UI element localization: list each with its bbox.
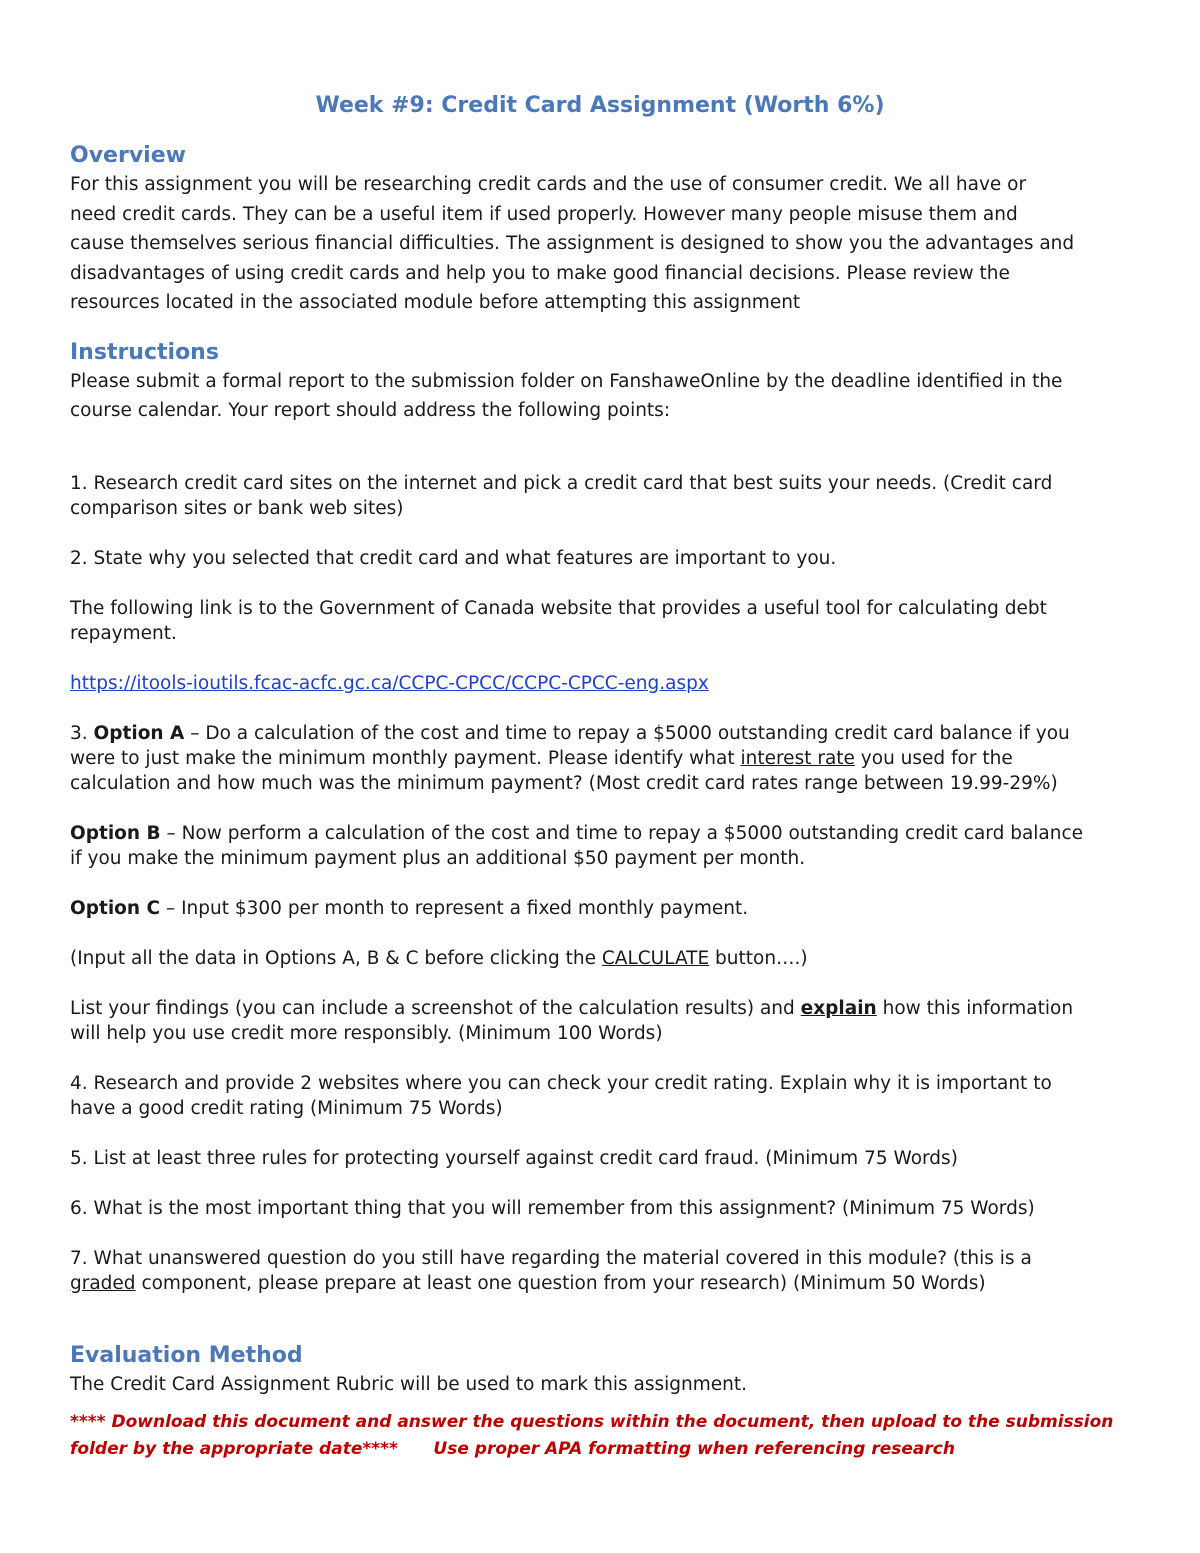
calculate-note-text: button….) bbox=[709, 947, 808, 969]
option-c-text: – Input $300 per month to represent a fixed monthly payment. bbox=[160, 897, 749, 919]
overview-line: For this assignment you will be researching credit cards and the use of consumer credit. We all have or bbox=[70, 174, 1027, 195]
evaluation-text: The Credit Card Assignment Rubric will be used to mark this assignment. bbox=[70, 1373, 747, 1395]
findings bbox=[70, 996, 1130, 1046]
graded-word: graded bbox=[70, 1272, 136, 1294]
findings-text: List your findings (you can include a screenshot of the calculation results) and bbox=[70, 997, 801, 1019]
overview-line: need credit cards. They can be a useful item if used properly. However many people misuse them and bbox=[70, 203, 1018, 225]
download-notice bbox=[70, 1409, 1130, 1463]
link-intro-line: The following link is to the Government of Canada website that provides a useful tool for calculating debt bbox=[70, 597, 1047, 619]
option-a-text: calculation and how much was the minimum payment? (Most credit card rates range between 19.99-29%) bbox=[70, 772, 1058, 794]
instructions-line: Please submit a formal report to the submission folder on FanshaweOnline by the deadline identified in the bbox=[70, 370, 1063, 392]
list-item-1 bbox=[70, 471, 1130, 521]
instructions-heading: Instructions bbox=[70, 339, 219, 365]
list-item-line: have a good credit rating (Minimum 75 Words) bbox=[70, 1097, 503, 1119]
item-3-number: 3. bbox=[70, 722, 94, 744]
findings-text: how this information bbox=[876, 997, 1074, 1019]
list-item-line: 1. Research credit card sites on the internet and pick a credit card that best suits your needs. (Credit card bbox=[70, 472, 1053, 494]
list-item-line: component, please prepare at least one question from your research) (Minimum 50 Words) bbox=[135, 1272, 986, 1294]
notice-line: **** Download this document and answer the questions within the document, then upload to the submission bbox=[70, 1412, 1114, 1432]
findings-text: will help you use credit more responsibly. (Minimum 100 Words) bbox=[70, 1022, 663, 1044]
option-a-label: Option A bbox=[93, 722, 185, 744]
option-b bbox=[70, 821, 1130, 871]
option-b-label: Option B bbox=[70, 822, 161, 844]
overview-line: resources located in the associated module before attempting this assignment bbox=[70, 292, 801, 313]
option-a-text: – Do a calculation of the cost and time to repay a $5000 outstanding credit card balance if you bbox=[184, 722, 1070, 744]
list-item-line: 4. Research and provide 2 websites where you can check your credit rating. Explain why it is important to bbox=[70, 1072, 1052, 1094]
overview-heading: Overview bbox=[70, 143, 186, 168]
option-b-text: if you make the minimum payment plus an additional $50 payment per month. bbox=[70, 847, 806, 869]
option-c bbox=[70, 896, 1130, 921]
option-a-text: were to just make the minimum monthly payment. Please identify what bbox=[70, 747, 741, 769]
list-item-line: comparison sites or bank web sites) bbox=[70, 497, 404, 519]
option-b-text: – Now perform a calculation of the cost and time to repay a $5000 outstanding credit card balance bbox=[160, 822, 1084, 844]
list-item-4 bbox=[70, 1071, 1130, 1121]
calculate-note-text: (Input all the data in Options A, B & C before clicking the bbox=[70, 947, 602, 969]
interest-rate-text: interest rate bbox=[740, 747, 855, 769]
calculate-word: CALCULATE bbox=[601, 947, 710, 969]
list-item-line: 7. What unanswered question do you still have regarding the material covered in this module? (this is a bbox=[70, 1247, 1032, 1269]
list-item-2: 2. State why you selected that credit card and what features are important to you. bbox=[70, 547, 837, 569]
overview-line: cause themselves serious financial difficulties. The assignment is designed to show you the advantages and bbox=[70, 233, 1075, 254]
instructions-line: course calendar. Your report should address the following points: bbox=[70, 400, 671, 421]
evaluation-heading: Evaluation Method bbox=[70, 1342, 303, 1368]
list-item-3 bbox=[70, 721, 1130, 796]
calculator-link[interactable]: https://itools-ioutils.fcac-acfc.gc.ca/CCPC-CPCC/CCPC-CPCC-eng.aspx bbox=[70, 672, 709, 694]
document-page bbox=[70, 90, 1130, 1463]
list-item-7 bbox=[70, 1246, 1130, 1296]
overview-line: disadvantages of using credit cards and help you to make good financial decisions. Please review the bbox=[70, 262, 1010, 284]
list-item-5: 5. List at least three rules for protecting yourself against credit card fraud. (Minimum 75 Words) bbox=[70, 1147, 958, 1169]
calculate-note bbox=[70, 946, 1130, 971]
overview-body bbox=[70, 170, 1130, 318]
page-title: Week #9: Credit Card Assignment (Worth 6%) bbox=[315, 93, 885, 118]
option-c-label: Option C bbox=[70, 897, 161, 919]
explain-word: explain bbox=[800, 997, 877, 1019]
notice-line: folder by the appropriate date**** Use proper APA formatting when referencing research bbox=[70, 1439, 955, 1459]
list-item-6: 6. What is the most important thing that you will remember from this assignment? (Minimum 75 Words) bbox=[70, 1197, 1035, 1219]
link-intro-line: repayment. bbox=[70, 622, 177, 644]
option-a-text: you used for the bbox=[854, 747, 1013, 769]
link-intro bbox=[70, 596, 1130, 646]
